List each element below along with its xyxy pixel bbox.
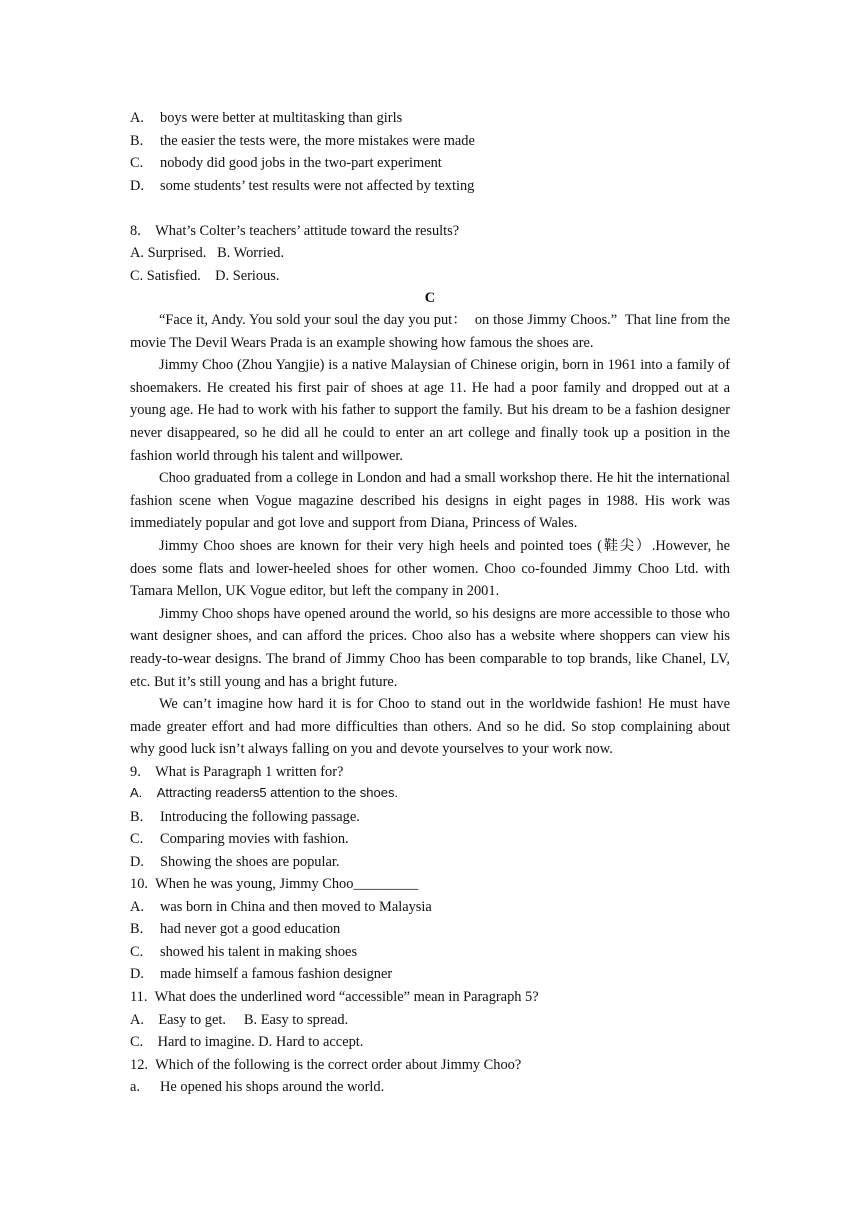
q10-option-c — [130, 943, 730, 961]
option-label: C. — [130, 944, 144, 960]
q9-option-c — [130, 830, 730, 848]
option-label: C. — [130, 155, 144, 171]
q10-option-a — [130, 898, 730, 916]
option-text: made himself a famous fashion designer — [160, 966, 393, 982]
option-label: B. — [130, 921, 144, 937]
passage-paragraph-5: Jimmy Choo shops have opened around the world, so his designs are more accessible to those who want designer shoes, and can afford the prices. Choo also has a website where shoppers can view his ready-to-wear designs. The brand of Jimmy Choo has been comparable to top brands, like Chanel, LV, etc. But it’s still young and has a bright future. — [130, 605, 730, 690]
q8-question: 8. What’s Colter’s teachers’ attitude toward the results? — [130, 223, 460, 239]
q10-option-b — [130, 920, 730, 938]
passage-paragraph-4: Jimmy Choo shoes are known for their very high heels and pointed toes (鞋尖）.However, he does some flats and lower-heeled shoes for other women. Choo co-founded Jimmy Choo Ltd. with Tamara Mellon, UK Vogue editor, but left the company in 2001. — [130, 537, 730, 600]
option-text: had never got a good education — [160, 921, 341, 937]
section-c-title: C — [424, 290, 436, 306]
option-text: showed his talent in making shoes — [160, 944, 358, 960]
option-text: Comparing movies with fashion. — [160, 831, 349, 847]
option-text: was born in China and then moved to Malaysia — [160, 899, 432, 915]
option-label: A. — [130, 110, 144, 126]
q12-item-a — [130, 1078, 730, 1096]
q10-option-d — [130, 965, 730, 983]
option-text: the easier the tests were, the more mistakes were made — [160, 133, 475, 149]
option-text: boys were better at multitasking than girls — [160, 110, 403, 126]
passage-paragraph-1: “Face it, Andy. You sold your soul the day you put： on those Jimmy Choos.” That line from the movie The Devil Wears Prada is an example showing how famous the shoes are. — [130, 312, 730, 351]
option-label: D. — [130, 178, 144, 194]
q9-option-d — [130, 853, 730, 871]
q7-option-c — [130, 154, 730, 172]
q11-options-line2: C. Hard to imagine. D. Hard to accept. — [130, 1034, 364, 1050]
option-text: some students’ test results were not affected by texting — [160, 178, 475, 194]
item-label: a. — [130, 1079, 140, 1095]
option-label: D. — [130, 966, 144, 982]
item-text: He opened his shops around the world. — [160, 1079, 385, 1095]
q7-option-b — [130, 132, 730, 150]
q8-options-line1: A. Surprised. B. Worried. — [130, 245, 285, 261]
q7-option-a — [130, 109, 730, 127]
q7-option-d — [130, 177, 730, 195]
q9-question: 9. What is Paragraph 1 written for? — [130, 764, 344, 780]
passage-paragraph-3: Choo graduated from a college in London and had a small workshop there. He hit the international fashion scene when Vogue magazine described his designs in eight pages in 1988. His work was immediately popular and got love and support from Diana, Princess of Wales. — [130, 470, 730, 532]
option-label: A. — [130, 899, 144, 915]
passage-paragraph-6: We can’t imagine how hard it is for Choo to stand out in the worldwide fashion! He must have made greater effort and had more difficulties than others. And so he did. So stop complaining about why good luck isn’t always falling on you and devote yourselves to your work now. — [130, 696, 730, 758]
option-text: Introducing the following passage. — [160, 809, 360, 825]
passage-c — [130, 309, 730, 761]
q12-question: 12. Which of the following is the correct order about Jimmy Choo? — [130, 1057, 522, 1073]
q9-option-a: A. Attracting readers5 attention to the shoes. — [130, 785, 399, 800]
option-label: C. — [130, 831, 144, 847]
option-label: D. — [130, 854, 144, 870]
option-label: B. — [130, 133, 144, 149]
option-text: Showing the shoes are popular. — [160, 854, 340, 870]
passage-paragraph-2: Jimmy Choo (Zhou Yangjie) is a native Malaysian of Chinese origin, born in 1961 into a family of shoemakers. He created his first pair of shoes at age 11. He had a poor family and dropped out at a young age. He had to work with his father to support the family. But his dream to be a fashion designer never disappeared, so he did all he could to enter an art college and finally took up a position in the fashion world through his talent and willpower. — [130, 357, 730, 464]
q10-question: 10. When he was young, Jimmy Choo_________ — [130, 876, 419, 892]
q11-options-line1: A. Easy to get. B. Easy to spread. — [130, 1012, 349, 1028]
q11-question: 11. What does the underlined word “accessible” mean in Paragraph 5? — [130, 989, 539, 1005]
q8-options-line2: C. Satisfied. D. Serious. — [130, 268, 280, 284]
q9-option-b — [130, 808, 730, 826]
option-label: B. — [130, 809, 144, 825]
option-text: nobody did good jobs in the two-part experiment — [160, 155, 442, 171]
